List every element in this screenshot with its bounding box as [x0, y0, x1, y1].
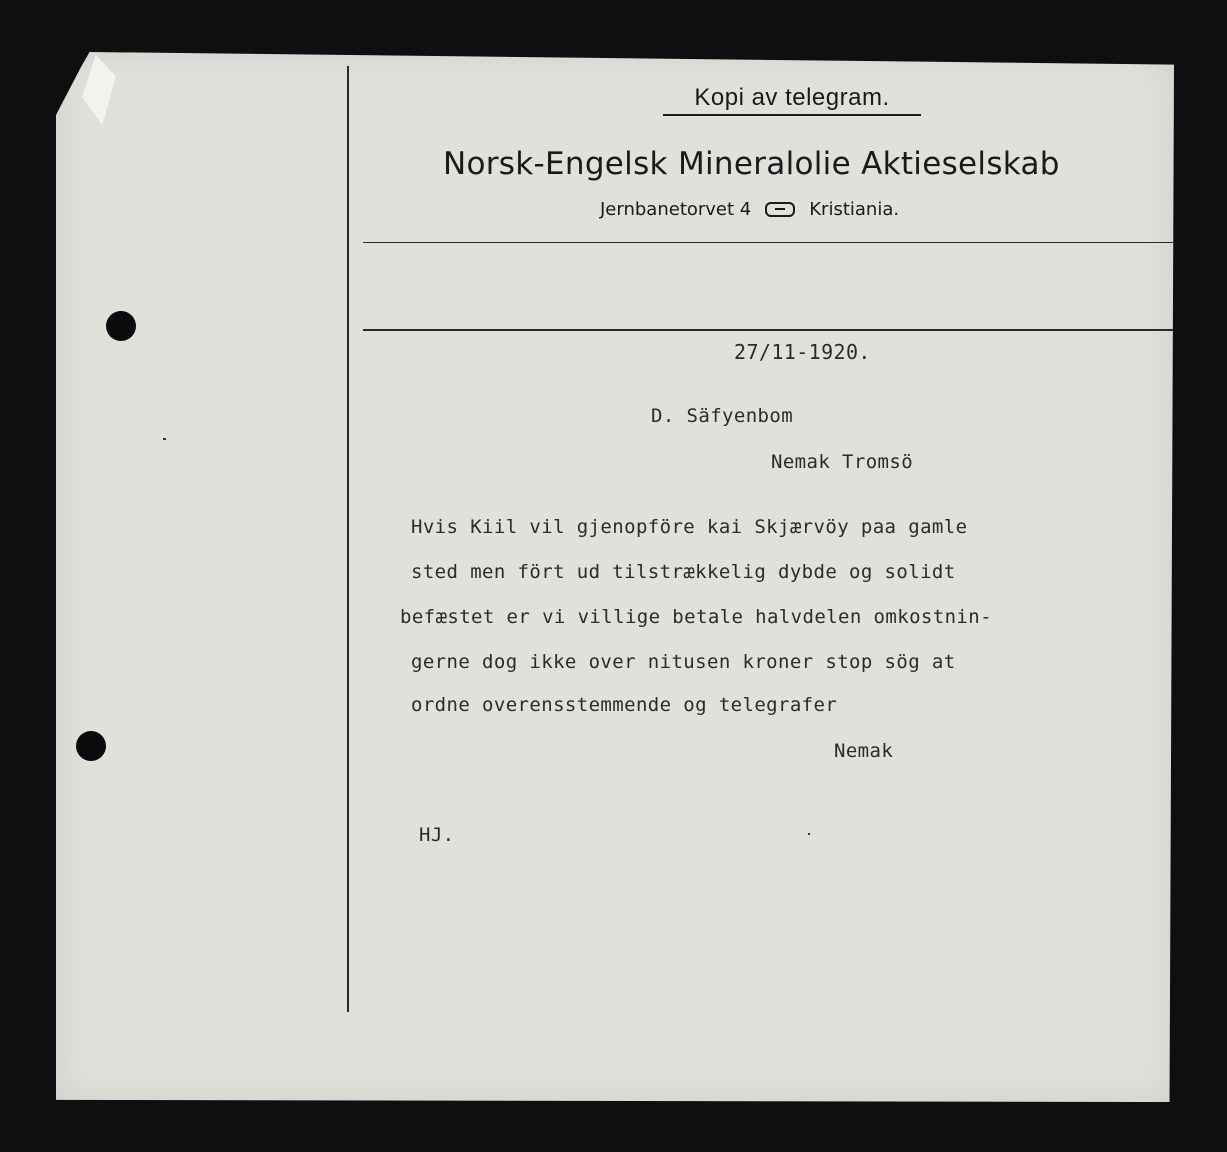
- address-city: Kristiania.: [809, 199, 900, 220]
- address-street: Jernbanetorvet 4: [600, 199, 752, 220]
- body-line-4: gerne dog ikke over nitusen kroner stop sög at: [411, 651, 956, 673]
- body-line-2: sted men fört ud tilstrækkelig dybde og solidt: [411, 561, 956, 583]
- company-address: [600, 199, 899, 220]
- telegram-signature: Nemak: [834, 740, 894, 762]
- address-rule: [363, 329, 1173, 331]
- recipient-place: Nemak Tromsö: [771, 451, 914, 473]
- company-name: Norsk-Engelsk Mineralolie Aktieselskab: [443, 146, 1060, 182]
- recipient-name: D. Säfyenbom: [651, 405, 794, 427]
- body-line-3: befæstet er vi villige betale halvdelen omkostnin-: [400, 606, 992, 628]
- margin-rule: [347, 66, 349, 1012]
- body-line-1: Hvis Kiil vil gjenopföre kai Skjærvöy paa gamle: [411, 516, 968, 538]
- telegram-date: 27/11-1920.: [734, 340, 871, 364]
- document-title: Kopi av telegram.: [663, 84, 921, 116]
- typist-initials: HJ.: [419, 824, 455, 846]
- punch-hole-top: [106, 311, 136, 341]
- body-line-5: ordne overensstemmende og telegrafer: [411, 694, 838, 716]
- telephone-icon: [765, 202, 795, 217]
- paper-speck: [163, 438, 166, 440]
- paper-speck: [808, 833, 810, 835]
- header-rule: [363, 242, 1173, 243]
- punch-hole-bottom: [76, 731, 106, 761]
